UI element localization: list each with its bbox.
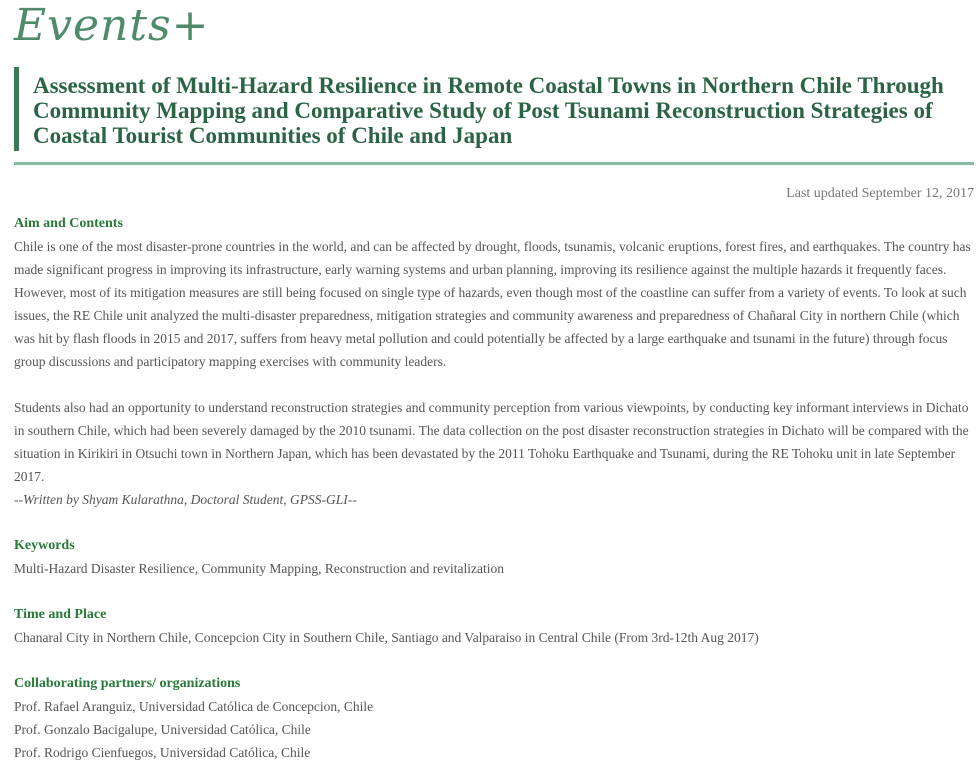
- events-plus-logo[interactable]: Events+: [14, 0, 210, 51]
- last-updated-date: Last updated September 12, 2017: [786, 186, 974, 201]
- article-content: [14, 212, 974, 764]
- partner-item: Prof. Gonzalo Bacigalupe, Universidad Católica, Chile: [14, 722, 311, 737]
- title-block: [14, 67, 964, 151]
- title-divider: [14, 162, 974, 165]
- author-credit: --Written by Shyam Kularathna, Doctoral Student, GPSS-GLI--: [14, 492, 357, 507]
- page-title: Assessment of Multi-Hazard Resilience in Remote Coastal Towns in Northern Chile Through Community Mapping and Comparative Study of Post Tsunami Reconstruction Strategies of Coastal Tourist Communities of Chile and Japan: [33, 73, 944, 148]
- spacer: [14, 373, 974, 396]
- aim-heading: Aim and Contents: [14, 216, 123, 231]
- keywords-text: Multi-Hazard Disaster Resilience, Community Mapping, Reconstruction and revitalization: [14, 561, 505, 576]
- partner-item: Prof. Rodrigo Cienfuegos, Universidad Católica, Chile: [14, 745, 311, 760]
- time-place-text: Chanaral City in Northern Chile, Concepcion City in Southern Chile, Santiago and Valparaiso in Central Chile (From 3rd-12th Aug 2017): [14, 630, 759, 645]
- keywords-heading: Keywords: [14, 538, 75, 553]
- spacer: [14, 580, 974, 603]
- partner-item: Prof. Rafael Aranguiz, Universidad Católica de Concepcion, Chile: [14, 699, 374, 714]
- aim-paragraph-2: Students also had an opportunity to understand reconstruction strategies and community perception from various viewpoints, by conducting key informant interviews in Dichato in southern Chile, which had been severely damaged by the 2010 tsunami. The data collection on the post disaster reconstruction strategies in Dichato will be compared with the situation in Kirikiri in Otsuchi town in Northern Japan, which has been devastated by the 2011 Tohoku Earthquake and Tsunami, during the RE Tohoku unit in late September 2017.: [14, 400, 969, 484]
- spacer: [14, 511, 974, 534]
- spacer: [14, 649, 974, 672]
- partners-heading: Collaborating partners/ organizations: [14, 676, 241, 691]
- aim-paragraph-1: Chile is one of the most disaster-prone countries in the world, and can be affected by drought, floods, tsunamis, volcanic eruptions, forest fires, and earthquakes. The country has made significant progress in improving its infrastructure, early warning systems and urban planning, improving its resilience against the multiple hazards it frequently faces. However, most of its mitigation measures are still being focused on single type of hazards, even though most of the coastline can suffer from a variety of events. To look at such issues, the RE Chile unit analyzed the multi-disaster preparedness, mitigation strategies and community awareness and preparedness of Chañaral City in northern Chile (which was hit by flash floods in 2015 and 2017, suffers from heavy metal pollution and could potentially be affected by a large earthquake and tsunami in the future) through focus group discussions and participatory mapping exercises with community leaders.: [14, 239, 971, 369]
- time-place-heading: Time and Place: [14, 607, 107, 622]
